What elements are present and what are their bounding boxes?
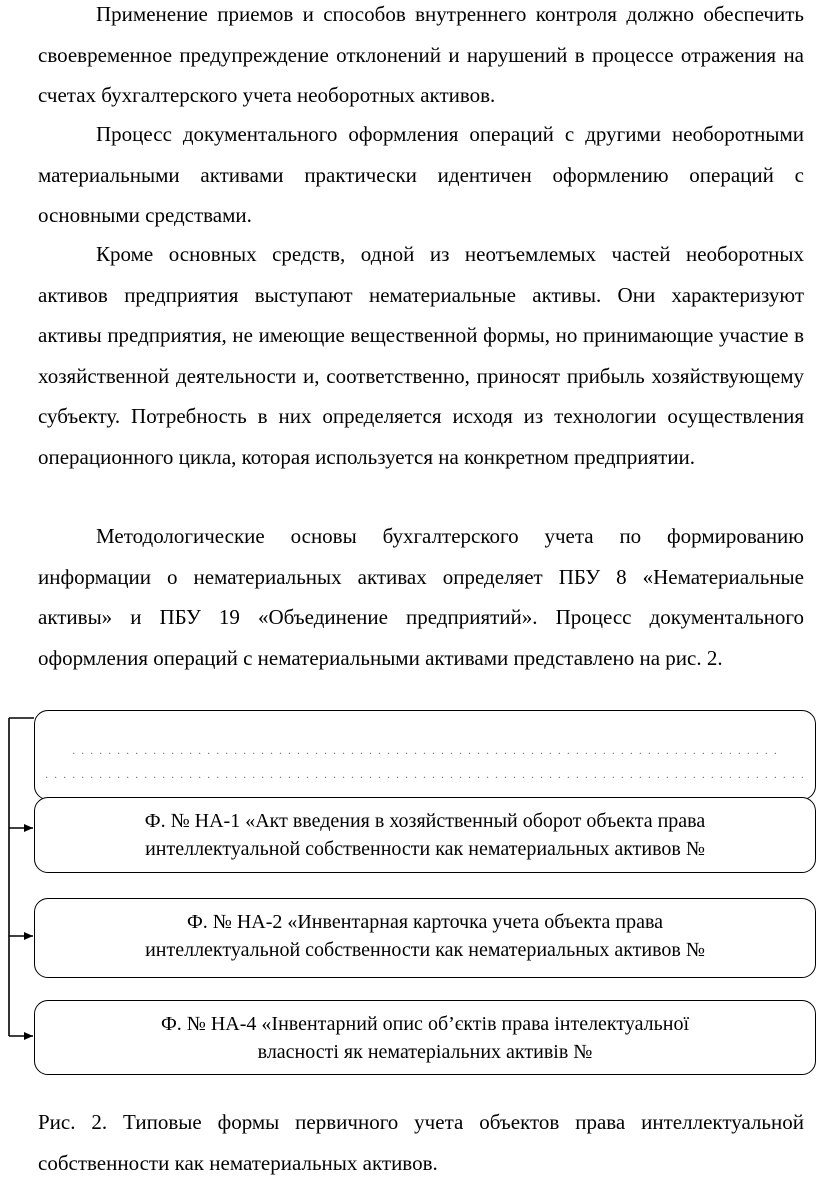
illegible-text-line: · · · · · · · · · · · · · · · · · · · · · · · · · · · · · · · · · · · · · · · · · · · · · · · · · · · · · · · · · · · · · · · · · · · · · · · · · · · · · · · · · · · · · [44, 770, 806, 784]
form-box-na2 [34, 898, 816, 978]
form-box-line: Ф. № НА-4 «Інвентарний опис об’єктів права інтелектуальної [160, 1013, 690, 1035]
paragraph-internal-control: Применение приемов и способов внутреннего контроля должно обеспечить своевременное предупреждение отклонений и нарушений в процессе отражения на счетах бухгалтерского учета необоротных активов. [38, 2, 804, 107]
forms-diagram [0, 700, 816, 1090]
top-illegible-box [34, 710, 816, 800]
form-box-na4 [34, 1000, 816, 1075]
form-box-na1 [34, 797, 816, 873]
form-box-line: Ф. № НА-2 «Инвентарная карточка учета объекта права [186, 911, 664, 933]
form-box-line: Ф. № НА-1 «Акт введения в хозяйственный оборот объекта права [144, 810, 706, 832]
form-box-line: интеллектуальной собственности как нематериальных активов № [145, 939, 705, 961]
figure-caption: Рис. 2. Типовые формы первичного учета объектов права интеллектуальной собственности как нематериальных активов. [38, 1110, 804, 1175]
paragraph-documentary-processing: Процесс документального оформления операций с другими необоротными материальными активами практически идентичен оформлению операций с основными средствами. [38, 122, 804, 227]
form-box-line: власності як нематеріальних активів № [257, 1041, 593, 1063]
paragraph-methodological-basis: Методологические основы бухгалтерского учета по формированию информации о нематериальных активах определяет ПБУ 8 «Нематериальные активы» и ПБУ 19 «Объединение предприятий». Процесс документального оформления операций с нематериальными активами представлено на рис. 2. [38, 524, 804, 670]
paragraph-intangible-assets: Кроме основных средств, одной из неотъемлемых частей необоротных активов предприятия выступают нематериальные активы. Они характеризуют активы предприятия, не имеющие вещественной формы, но принимающие участие в хозяйственной деятельности и, соответственно, приносят прибыль хозяйствующему субъекту. Потребность в них определяется исходя из технологии осуществления операционного цикла, которая используется на конкретном предприятии. [38, 242, 804, 469]
form-box-line: интеллектуальной собственности как нематериальных активов № [145, 838, 705, 860]
illegible-text-line: · · · · · · · · · · · · · · · · · · · · · · · · · · · · · · · · · · · · · · · · · · · · · · · · · · · · · · · · · · · · · · · · · · · · · · · · · · · · · · · [71, 746, 779, 760]
